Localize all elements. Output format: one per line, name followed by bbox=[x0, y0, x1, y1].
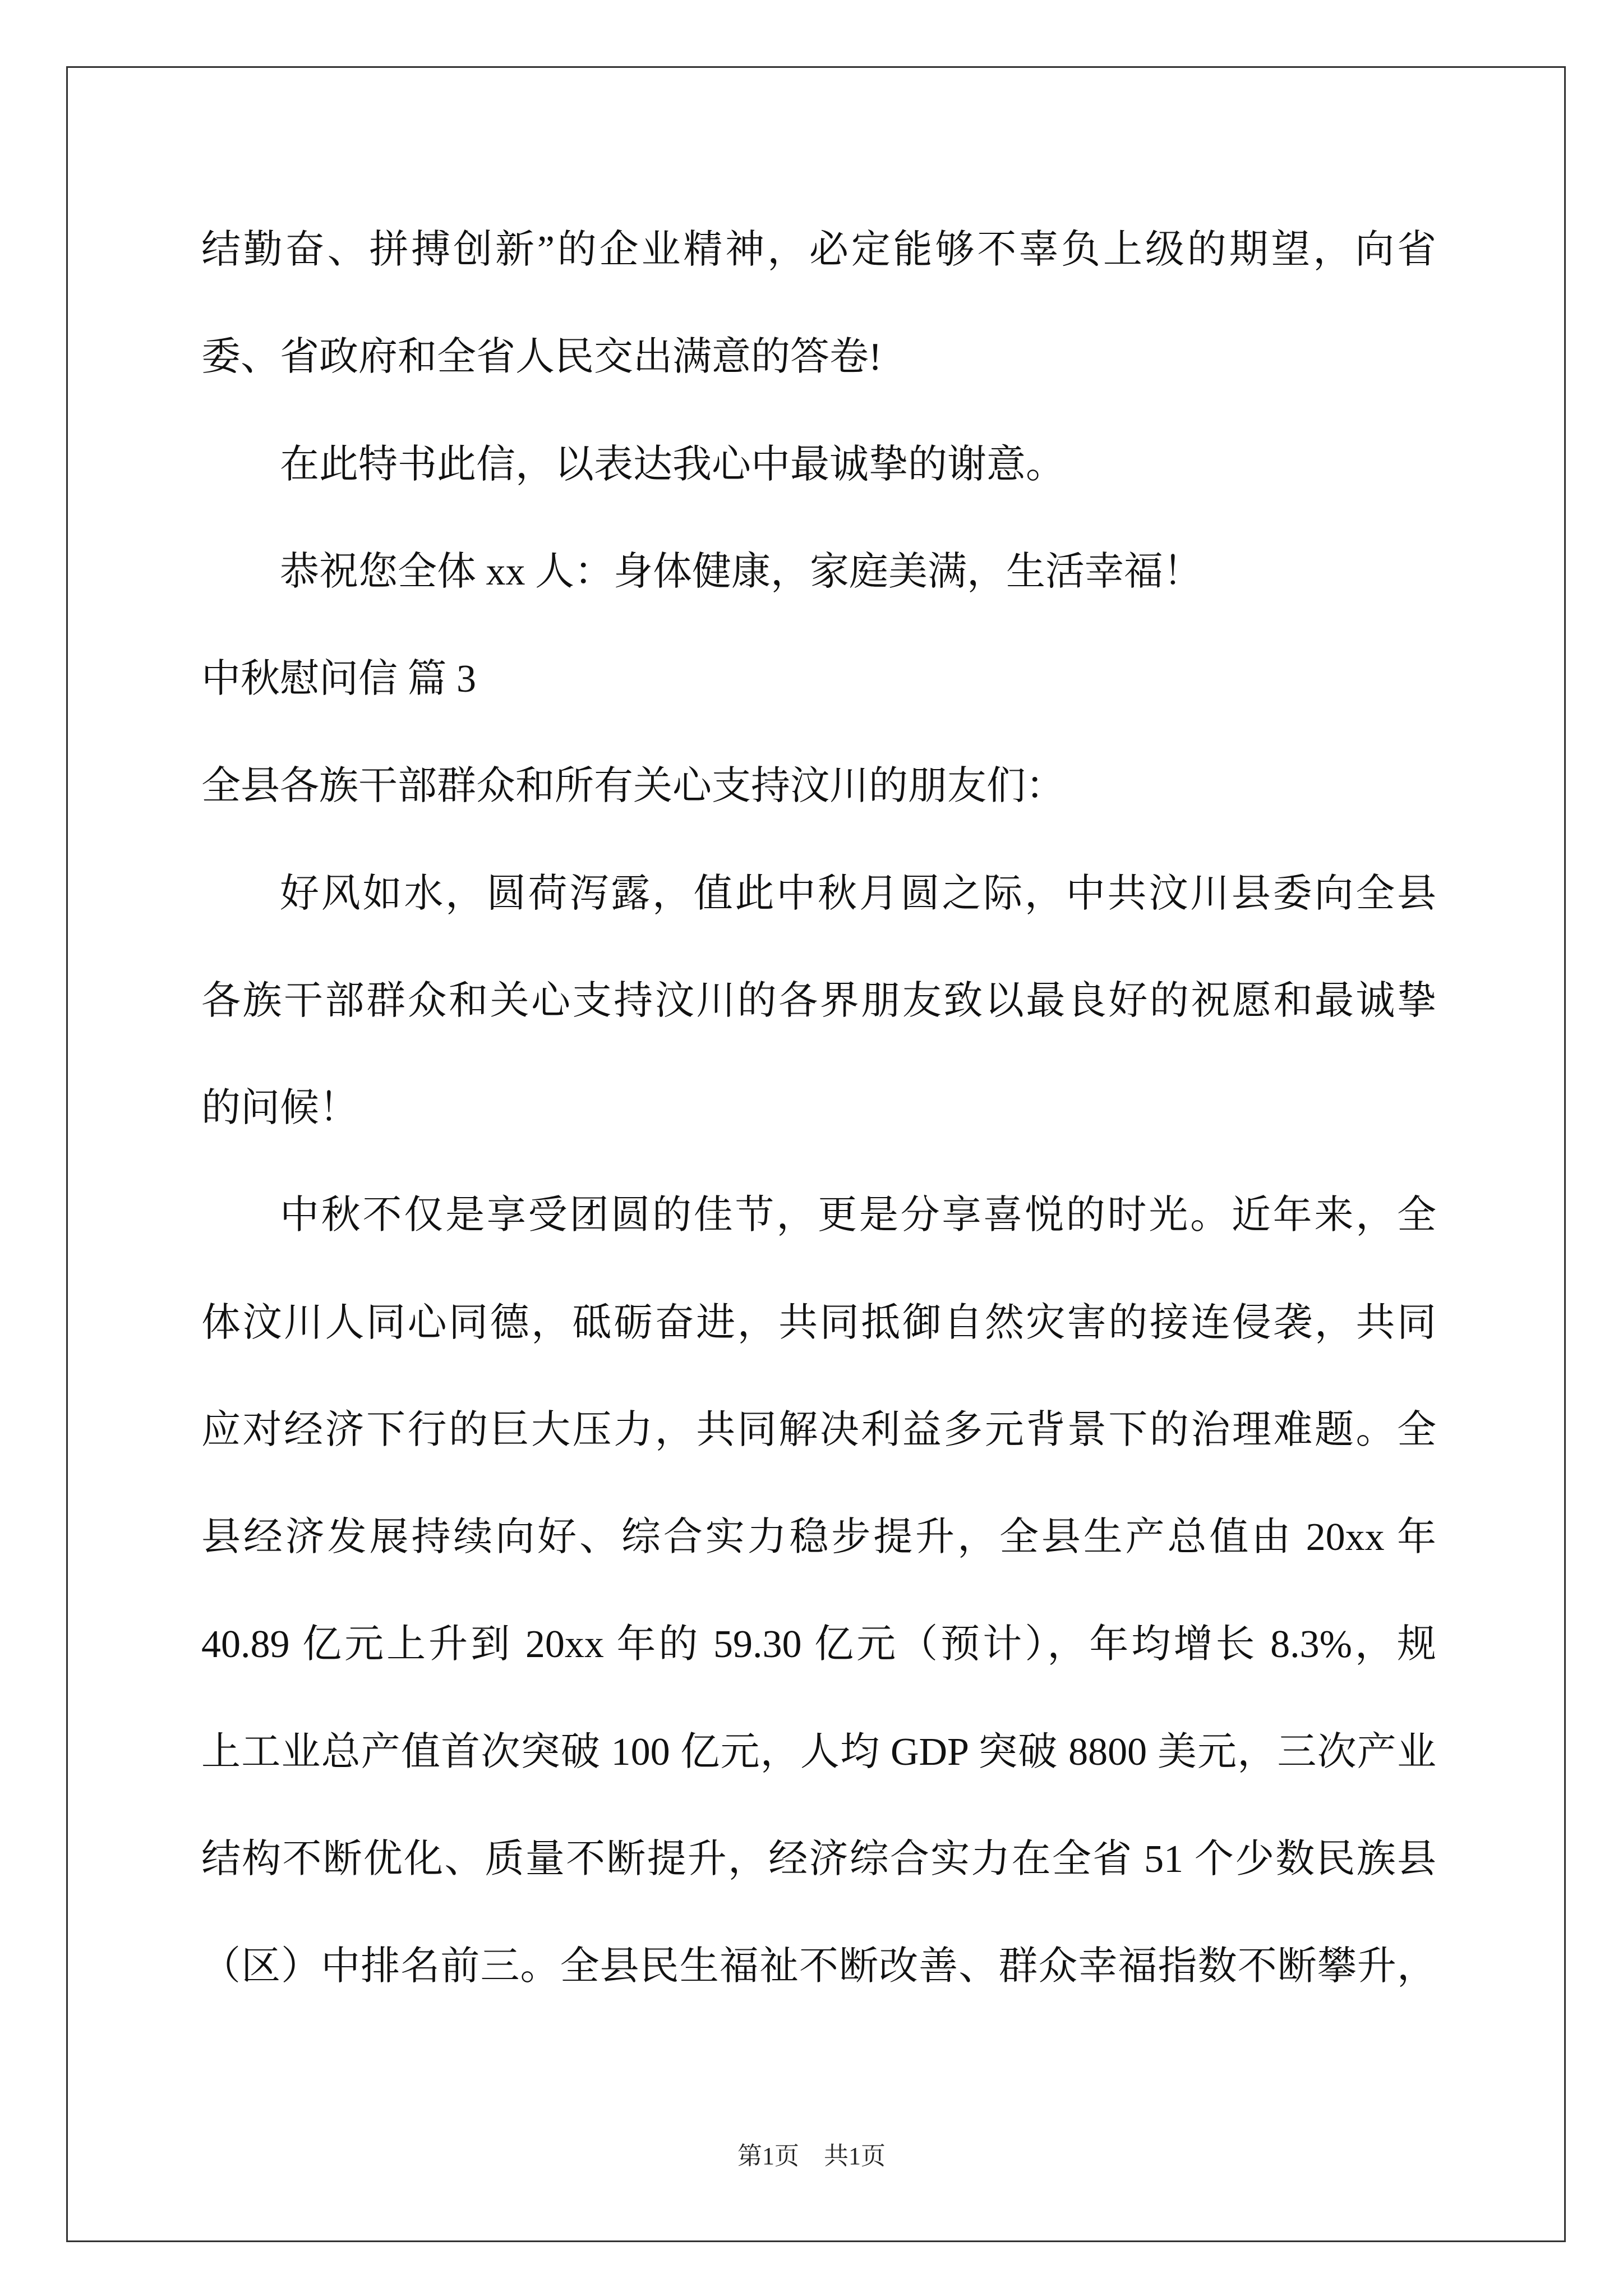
text-line: 在此特书此信，以表达我心中最诚挚的谢意。 bbox=[280, 443, 1065, 486]
salutation: 全县各族干部群众和所有关心支持汶川的朋友们： bbox=[201, 765, 1065, 808]
text-line: 县经济发展持续向好、综合实力稳步提升，全县生产总值由 20xx 年 bbox=[201, 1516, 1436, 1559]
text-line: 结勤奋、拼搏创新”的企业精神，必定能够不辜负上级的期望，向省 bbox=[201, 228, 1436, 272]
document-body bbox=[201, 196, 1436, 2020]
text-line: 体汶川人同心同德，砥砺奋进，共同抵御自然灾害的接连侵袭，共同 bbox=[201, 1301, 1436, 1345]
text-line: 委、省政府和全省人民交出满意的答卷! bbox=[201, 335, 882, 379]
text-line: 各族干部群众和关心支持汶川的各界朋友致以最良好的祝愿和最诚挚 bbox=[201, 979, 1436, 1023]
text-line: 的问候！ bbox=[201, 1087, 358, 1130]
text-line: 好风如水，圆荷泻露，值此中秋月圆之际，中共汶川县委向全县 bbox=[280, 872, 1436, 915]
text-line: （区）中排名前三。全县民生福祉不断改善、群众幸福指数不断攀升， bbox=[201, 1945, 1436, 1988]
text-line: 上工业总产值首次突破 100 亿元，人均 GDP 突破 8800 美元，三次产业 bbox=[201, 1730, 1436, 1774]
text-line: 中秋不仅是享受团圆的佳节，更是分享喜悦的时光。近年来，全 bbox=[280, 1194, 1436, 1237]
text-line: 应对经济下行的巨大压力，共同解决利益多元背景下的治理难题。全 bbox=[201, 1408, 1436, 1452]
text-line: 结构不断优化、质量不断提升，经济综合实力在全省 51 个少数民族县 bbox=[201, 1837, 1436, 1881]
page-number-footer: 第1页 共1页 bbox=[737, 2142, 886, 2170]
text-line: 40.89 亿元上升到 20xx 年的 59.30 亿元（预计），年均增长 8.3%，规 bbox=[201, 1623, 1436, 1667]
text-line: 恭祝您全体 xx 人：身体健康，家庭美满，生活幸福！ bbox=[280, 550, 1202, 593]
section-heading: 中秋慰问信 篇 3 bbox=[201, 657, 476, 701]
